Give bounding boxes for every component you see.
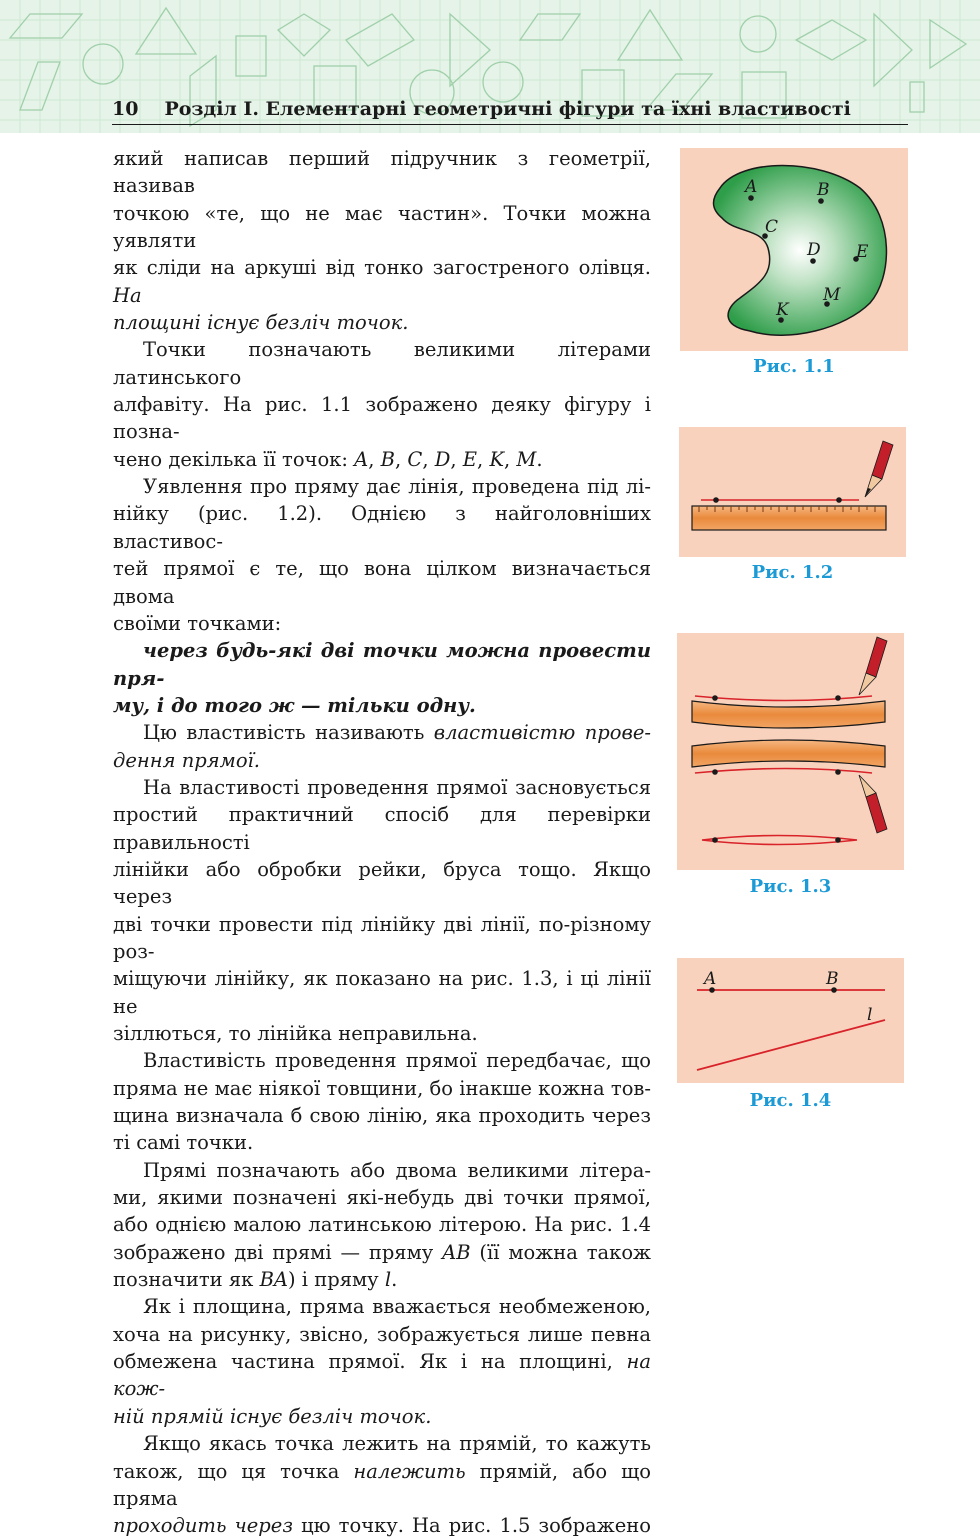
curved-ruler-bottom — [692, 740, 885, 767]
paragraph: чено декілька її точок: A, B, C, D, E, K, M. — [113, 447, 543, 471]
paragraph: площині існує безліч точок. — [113, 311, 409, 335]
paragraph: ті самі точки. — [113, 1131, 254, 1155]
paragraph: ній прямій існує безліч точок. — [113, 1404, 432, 1428]
paragraph: позначити як BA) і пряму l. — [113, 1268, 398, 1292]
paragraph: Властивість проведення прямої передбачає, що — [143, 1049, 651, 1073]
label-a: A — [745, 177, 758, 197]
running-header — [112, 94, 908, 125]
ruler-figure — [679, 427, 906, 557]
paragraph: міщуючи лінійку, як показано на рис. 1.3, і ці лінії не — [113, 967, 651, 1018]
paragraph: також, що ця точка належить прямій, або що пряма — [113, 1459, 651, 1510]
paragraph: тей прямої є те, що вона цілком визначається двома — [113, 557, 651, 608]
paragraph: як сліди на аркуші від тонко загостреного олівця. На — [113, 256, 651, 307]
section-title: Розділ І. Елементарні геометричні фігури та їхні властивості — [164, 98, 851, 120]
paragraph: На властивості проведення прямої засновується — [143, 775, 651, 799]
blob-figure — [680, 148, 908, 351]
paragraph: своїми точками: — [113, 611, 282, 635]
pencil-icon — [859, 637, 887, 695]
label-e: E — [856, 242, 869, 262]
paragraph: Цю властивість називають властивістю прове- — [143, 721, 651, 745]
paragraph: простий практичний спосіб для перевірки правильності — [113, 803, 651, 854]
paragraph: або однією малою латинською літерою. На рис. 1.4 — [113, 1213, 651, 1237]
paragraph: хоча на рисунку, звісно, зображується лише певна — [113, 1322, 651, 1346]
paragraph: обмежена частина прямої. Як і на площині, на кож- — [113, 1350, 651, 1401]
figure-1-2 — [679, 427, 906, 557]
figure-1-4 — [677, 958, 904, 1083]
pencil-icon — [865, 441, 893, 497]
paragraph: лінійки або обробки рейки, бруса тощо. Якщо через — [113, 857, 651, 909]
label-d: D — [807, 240, 821, 260]
paragraph: нійку (рис. 1.2). Однією з найголовніших властивос- — [113, 502, 651, 553]
figure-1-3 — [677, 633, 904, 870]
paragraph: проходить через цю точку. На рис. 1.5 зображено — [113, 1514, 651, 1538]
caption-figure-1-2: Рис. 1.2 — [751, 562, 834, 583]
label-l: l — [867, 1005, 873, 1025]
label-m: M — [823, 285, 841, 305]
label-a: A — [704, 969, 717, 989]
label-b: B — [826, 969, 839, 989]
paragraph: Точки позначають великими літерами латинського — [113, 338, 651, 389]
paragraph: зображено дві прямі — пряму AB (її можна також — [113, 1240, 651, 1264]
paragraph: Якщо якась точка лежить на прямій, то кажуть — [143, 1432, 651, 1456]
paragraph: щина визначала б свою лінію, яка проходить через — [113, 1104, 651, 1128]
paragraph: пряма не має ніякої товщини, бо інакше кожна тов- — [113, 1076, 651, 1100]
paragraph: точкою «те, що не має частин». Точки можна уявляти — [113, 201, 651, 253]
paragraph: зіллються, то лінійка неправильна. — [113, 1022, 478, 1045]
axiom-text: му, і до того ж — тільки одну. — [113, 693, 476, 717]
ruler — [692, 506, 886, 530]
main-text — [113, 145, 651, 1540]
two-rulers-figure — [677, 633, 904, 870]
paragraph: Прямі позначають або двома великими літера- — [143, 1158, 651, 1182]
caption-figure-1-1: Рис. 1.1 — [753, 356, 835, 377]
figure-1-1 — [680, 148, 908, 351]
axiom-text: через будь-які дві точки можна провести пря- — [113, 639, 651, 690]
paragraph: дення прямої. — [113, 748, 260, 772]
label-c: C — [765, 217, 779, 237]
caption-figure-1-4: Рис. 1.4 — [749, 1090, 832, 1111]
label-k: K — [776, 300, 789, 320]
line-l — [697, 1020, 885, 1070]
paragraph: ми, якими позначені які-небудь дві точки прямої, — [113, 1186, 651, 1210]
paragraph: алфавіту. На рис. 1.1 зображено деяку фігуру і позна- — [113, 393, 651, 444]
lens-lines — [702, 836, 857, 845]
paragraph: дві точки провести під лінійку дві лінії, по-різному роз- — [113, 912, 651, 963]
paragraph: Як і площина, пряма вважається необмеженою, — [143, 1295, 651, 1319]
pencil-icon — [859, 775, 887, 833]
paragraph: який написав перший підручник з геометрії, називав — [113, 147, 651, 198]
caption-figure-1-3: Рис. 1.3 — [749, 876, 832, 897]
two-lines-figure — [677, 958, 904, 1083]
paragraph: Уявлення про пряму дає лінія, проведена під лі- — [143, 475, 651, 499]
header-band — [0, 0, 980, 133]
curved-ruler-top — [692, 701, 885, 728]
label-b: B — [817, 180, 830, 200]
page-number: 10 — [112, 98, 139, 120]
